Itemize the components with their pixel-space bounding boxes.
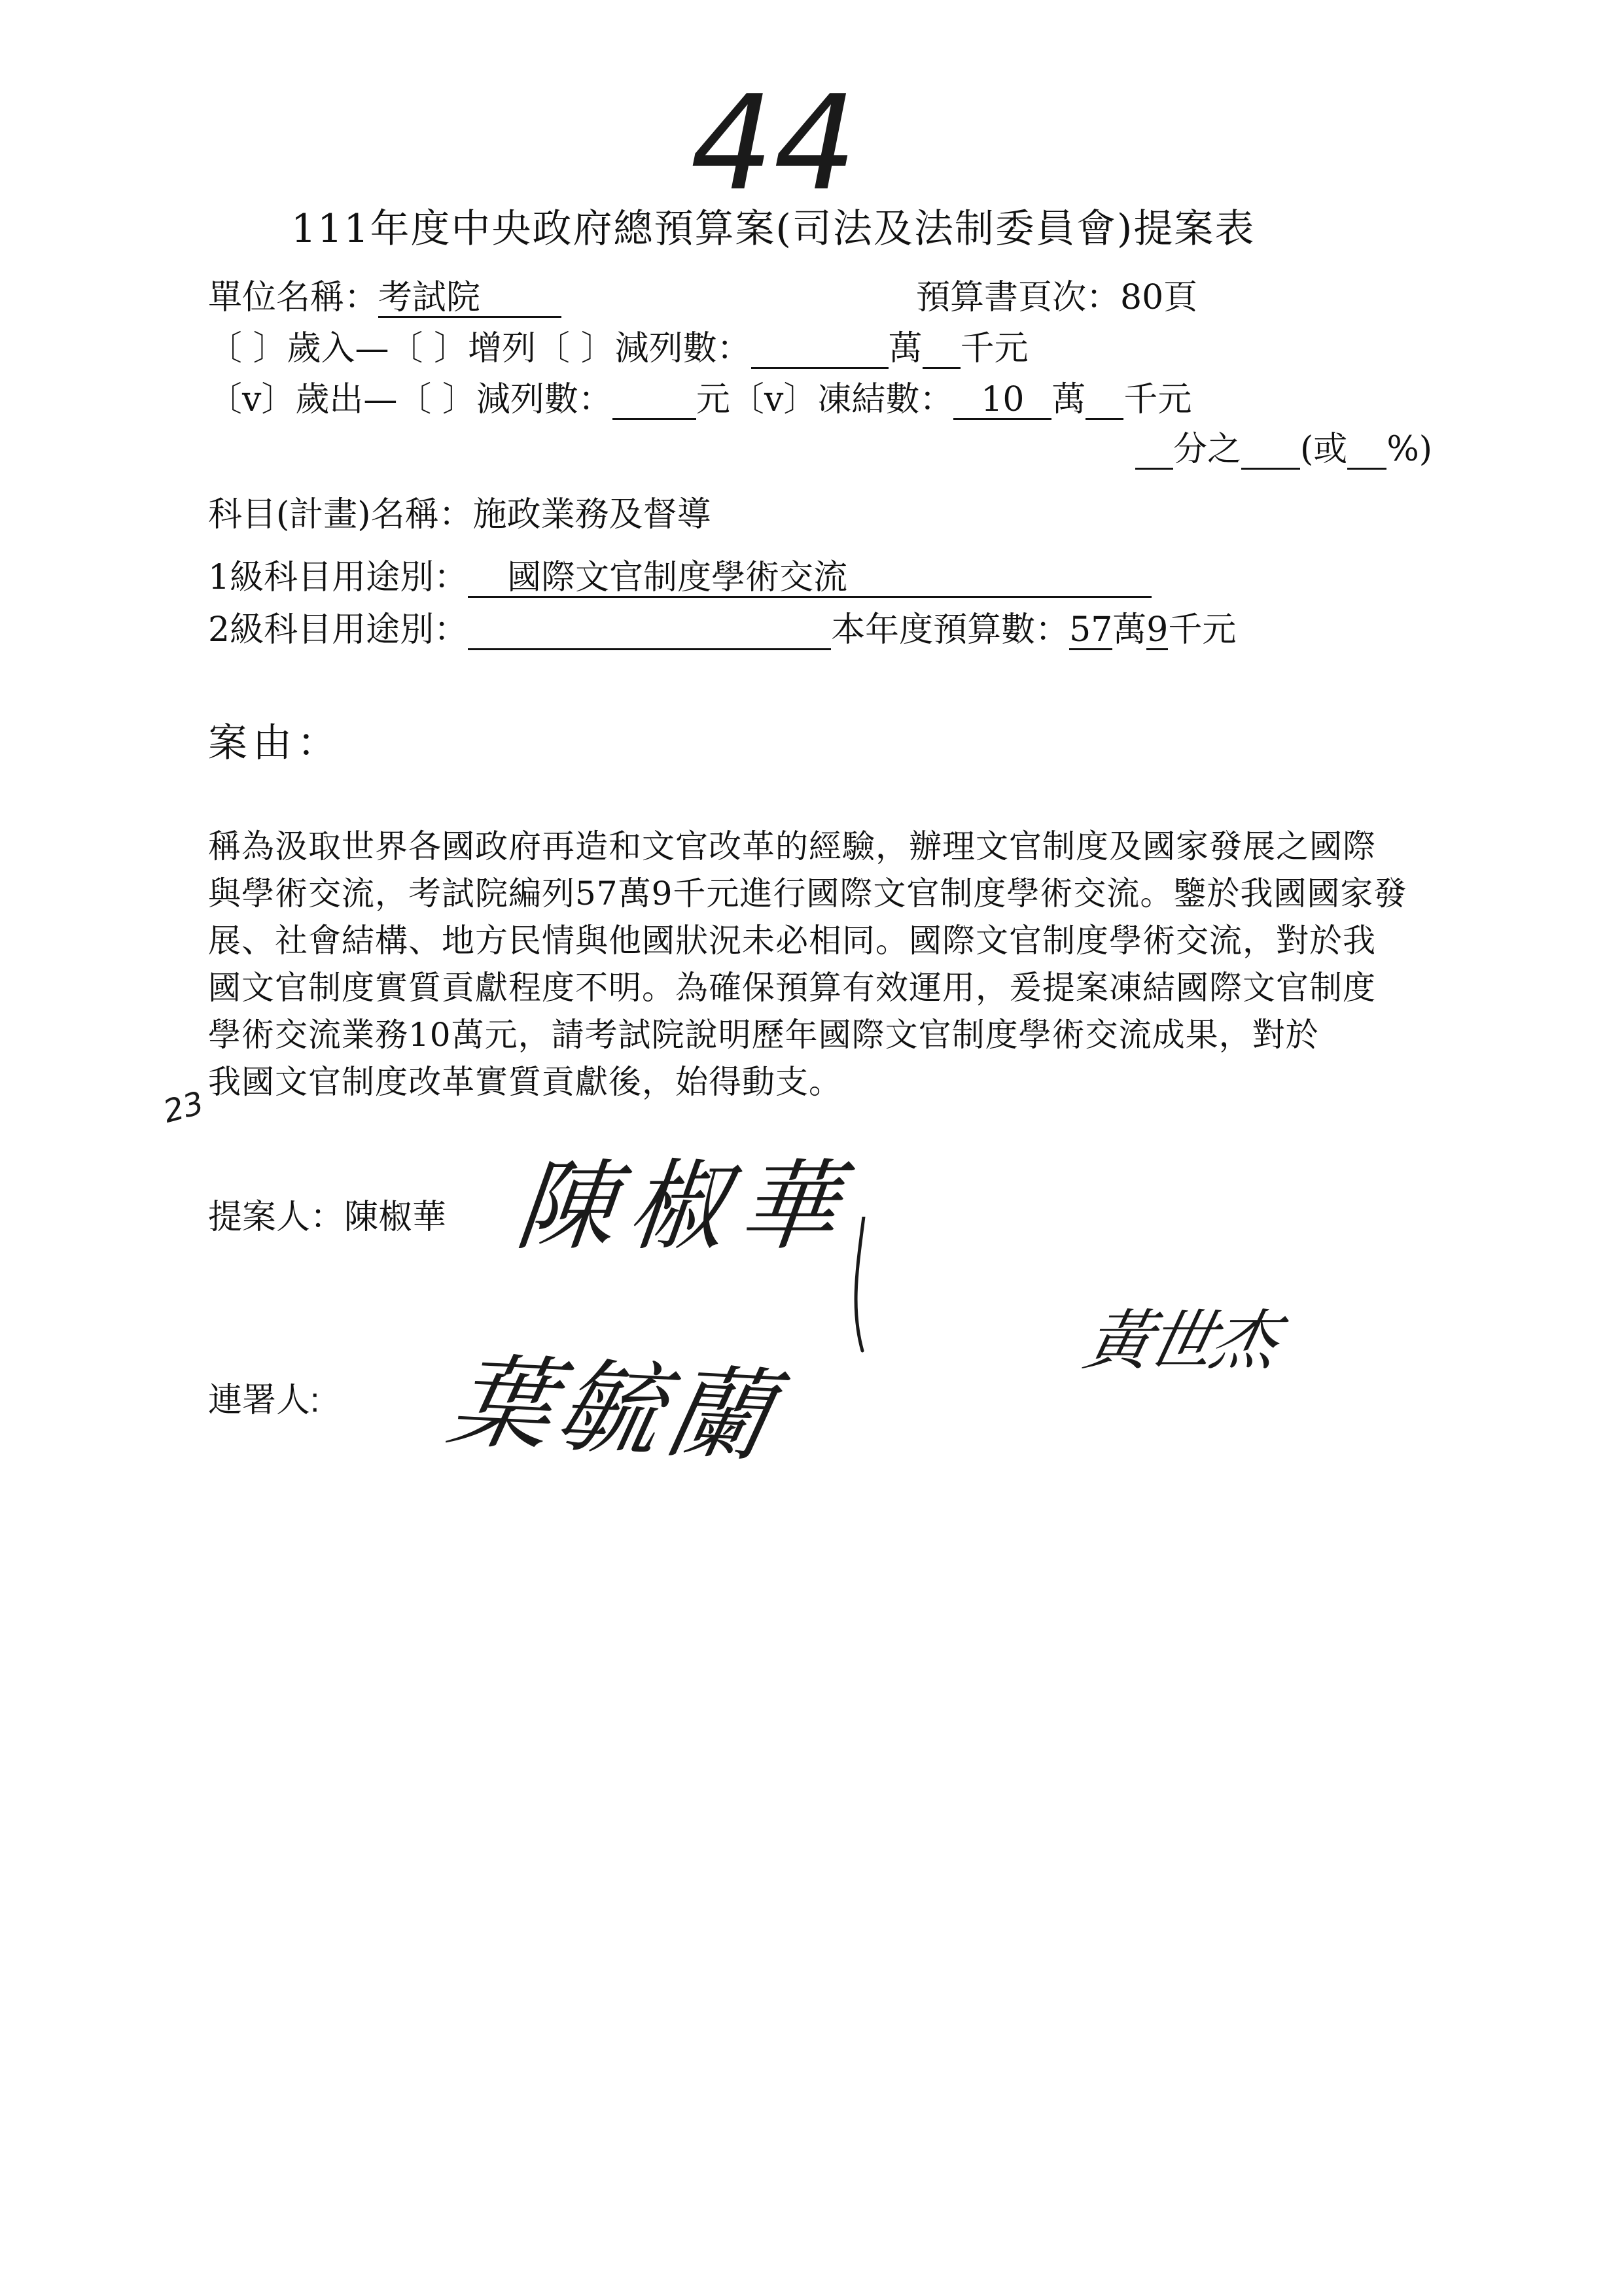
proposer-signature: 陳椒華 [510, 1150, 857, 1264]
subject-label: 科目(計畫)名稱： [208, 495, 473, 534]
expense-unit-yuan: 元 [696, 380, 730, 419]
unit-label: 單位名稱： [208, 278, 379, 317]
level2-blank [468, 612, 831, 650]
expense-row [208, 377, 1192, 423]
level2-unit-qian: 千元 [1168, 610, 1237, 650]
level2-amount-qian: 9 [1146, 610, 1169, 650]
fraction-blank-3 [1347, 432, 1386, 470]
handwritten-page-number: 44 [690, 67, 857, 220]
reason-paragraph [208, 823, 1471, 1105]
margin-note: 23 [159, 1085, 208, 1130]
revenue-unit-qian: 千元 [960, 329, 1029, 368]
reason-line: 學術交流業務10萬元，請考試院說明歷年國際文官制度學術交流成果，對於 [208, 1016, 1319, 1054]
cosigner-label: 連署人: [208, 1382, 320, 1419]
freeze-unit-wan: 萬 [1051, 380, 1086, 419]
cosigner-signature-1: 葉毓蘭 [440, 1342, 787, 1477]
fraction-fen-zhi: 分之 [1173, 430, 1242, 469]
freeze-label: 〔v〕凍結數： [730, 380, 954, 419]
proposer-label: 提案人：陳椒華 [208, 1198, 447, 1236]
fraction-huo: (或 [1300, 430, 1348, 469]
level2-label: 2級科目用途別： [208, 610, 468, 650]
fraction-pct: %) [1386, 430, 1433, 469]
revenue-amount-blank [751, 331, 889, 369]
reason-line: 國文官制度實質貢獻程度不明。為確保預算有效運用，爰提案凍結國際文官制度 [208, 969, 1376, 1007]
expense-options: 〔v〕歲出—〔 〕減列數： [208, 380, 612, 419]
level2-budget-label: 本年度預算數： [831, 610, 1070, 650]
level2-row [208, 607, 1236, 653]
unit-value: 考試院 [378, 280, 561, 318]
revenue-qian-blank [923, 331, 961, 369]
cosigner-signature-2: 黃世杰 [1078, 1302, 1283, 1379]
reason-heading: 案由： [208, 720, 342, 766]
reason-line: 我國文官制度改革實質貢獻後，始得動支。 [208, 1063, 842, 1101]
signature-stroke [844, 1217, 883, 1354]
level1-row [208, 555, 1152, 600]
subject-value: 施政業務及督導 [472, 495, 711, 534]
revenue-options: 〔 〕歲入—〔 〕增列〔 〕減列數： [208, 329, 751, 368]
revenue-row [208, 326, 1029, 372]
freeze-unit-qian: 千元 [1123, 380, 1192, 419]
fraction-row [1135, 426, 1432, 472]
freeze-qian-blank [1086, 382, 1123, 420]
reason-line: 展、社會結構、地方民情與他國狀況未必相同。國際文官制度學術交流，對於我 [208, 922, 1376, 960]
level2-unit-wan: 萬 [1112, 610, 1147, 650]
budget-page-value: 80頁 [1120, 278, 1198, 317]
level2-amount-wan: 57 [1069, 610, 1113, 650]
fraction-blank-2 [1241, 432, 1300, 470]
budget-page-row [916, 275, 1197, 321]
level1-value: 國際文官制度學術交流 [468, 560, 1152, 598]
level1-label: 1級科目用途別： [208, 558, 468, 597]
revenue-unit-wan: 萬 [888, 329, 923, 368]
fraction-blank-1 [1135, 432, 1173, 470]
expense-amount-blank [612, 382, 696, 420]
unit-row [208, 275, 561, 321]
subject-row [208, 492, 711, 538]
reason-line: 稱為汲取世界各國政府再造和文官改革的經驗，辦理文官制度及國家發展之國際 [208, 827, 1376, 865]
form-title: 111年度中央政府總預算案(司法及法制委員會)提案表 [291, 206, 1256, 252]
reason-line: 與學術交流，考試院編列57萬9千元進行國際文官制度學術交流。鑒於我國國家發 [208, 875, 1407, 913]
freeze-value: 10 [953, 382, 1051, 420]
budget-page-label: 預算書頁次： [916, 278, 1121, 317]
